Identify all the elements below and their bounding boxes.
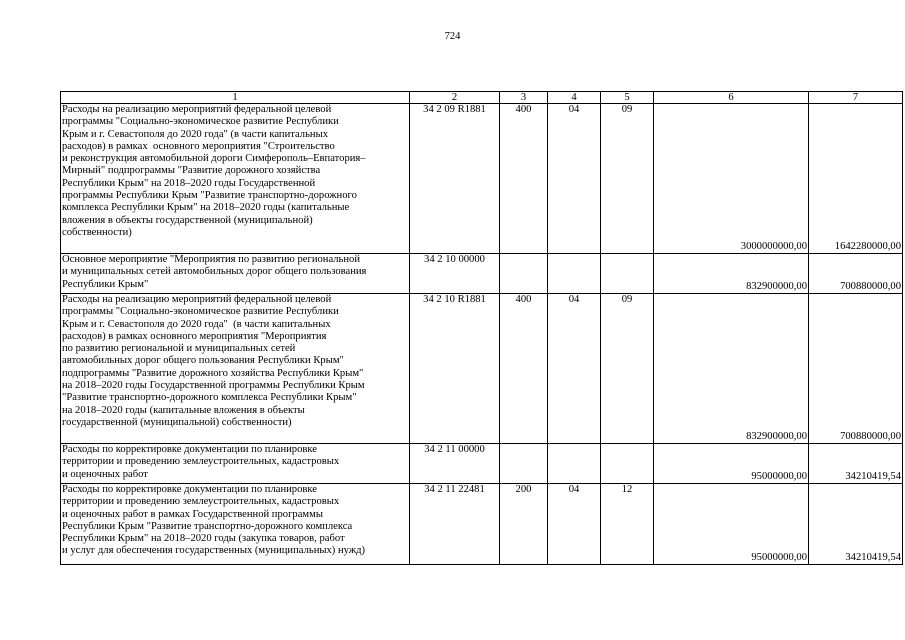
row-col4: 04	[548, 104, 601, 254]
row-description: Расходы на реализацию мероприятий федеральной целевой программы "Социально-экономическое развитие Республики Крым и г. Севастополя до 2020 года" (в части капитальных расходов) в рамках основного мероприятия "Строительство и реконструкция автомобильной дороги Симферополь–Евпатория– Мирный" подпрограммы "Развитие дорожного хозяйства Республики Крым" на 2018–2020 годы Государственной программы Республики Крым "Развитие транспортно-дорожного комплекса Республики Крым" на 2018–2020 годы (капитальные вложения в объекты государственной (муниципальной) собственности)	[61, 104, 410, 254]
table-row	[61, 294, 903, 444]
row-amount-6: 832900000,00	[654, 294, 809, 444]
row-code: 34 2 09 R1881	[410, 104, 500, 254]
row-col4	[548, 254, 601, 294]
row-col3: 200	[500, 484, 548, 565]
table-row	[61, 444, 903, 484]
row-col3: 400	[500, 104, 548, 254]
row-col4: 04	[548, 294, 601, 444]
row-amount-6: 95000000,00	[654, 444, 809, 484]
header-row	[61, 92, 903, 104]
row-amount-7: 34210419,54	[809, 484, 903, 565]
row-col3	[500, 254, 548, 294]
row-col5	[601, 254, 654, 294]
row-col4: 04	[548, 484, 601, 565]
row-amount-7: 700880000,00	[809, 294, 903, 444]
table-row	[61, 484, 903, 565]
table-row	[61, 254, 903, 294]
row-code: 34 2 10 R1881	[410, 294, 500, 444]
row-amount-6: 3000000000,00	[654, 104, 809, 254]
column-header: 5	[601, 92, 654, 104]
row-amount-7: 34210419,54	[809, 444, 903, 484]
column-header: 3	[500, 92, 548, 104]
row-col3	[500, 444, 548, 484]
row-amount-6: 95000000,00	[654, 484, 809, 565]
table-row	[61, 104, 903, 254]
row-col5: 09	[601, 104, 654, 254]
row-amount-7: 700880000,00	[809, 254, 903, 294]
row-col5	[601, 444, 654, 484]
column-header: 7	[809, 92, 903, 104]
row-code: 34 2 11 00000	[410, 444, 500, 484]
row-code: 34 2 11 22481	[410, 484, 500, 565]
row-description: Расходы по корректировке документации по планировке территории и проведению землеустроительных, кадастровых и оценочных работ в рамках Государственной программы Республики Крым "Развитие транспортно-дорожного комплекса Республики Крым" на 2018–2020 годы (закупка товаров, работ и услуг для обеспечения государственных (муниципальных) нужд)	[61, 484, 410, 565]
row-description: Расходы на реализацию мероприятий федеральной целевой программы "Социально-экономическое развитие Республики Крым и г. Севастополя до 2020 года" (в части капитальных расходов) в рамках основного мероприятия "Мероприятия по развитию региональной и муниципальных сетей автомобильных дорог общего пользования Республики Крым" подпрограммы "Развитие дорожного хозяйства Республики Крым" на 2018–2020 годы Государственной программы Республики Крым "Развитие транспортно-дорожного комплекса Республики Крым" на 2018–2020 годы (капитальные вложения в объекты государственной (муниципальной) собственности)	[61, 294, 410, 444]
row-col3: 400	[500, 294, 548, 444]
row-description: Расходы по корректировке документации по планировке территории и проведению землеустроительных, кадастровых и оценочных работ	[61, 444, 410, 484]
row-amount-6: 832900000,00	[654, 254, 809, 294]
page-number: 724	[444, 31, 461, 42]
row-code: 34 2 10 00000	[410, 254, 500, 294]
row-description: Основное мероприятие "Мероприятия по развитию региональной и муниципальных сетей автомобильных дорог общего пользования Республики Крым"	[61, 254, 410, 294]
row-col4	[548, 444, 601, 484]
row-col5: 09	[601, 294, 654, 444]
row-col5: 12	[601, 484, 654, 565]
column-header: 2	[410, 92, 500, 104]
column-header: 1	[61, 92, 410, 104]
column-header: 6	[654, 92, 809, 104]
budget-table	[60, 91, 903, 565]
column-header: 4	[548, 92, 601, 104]
row-amount-7: 1642280000,00	[809, 104, 903, 254]
